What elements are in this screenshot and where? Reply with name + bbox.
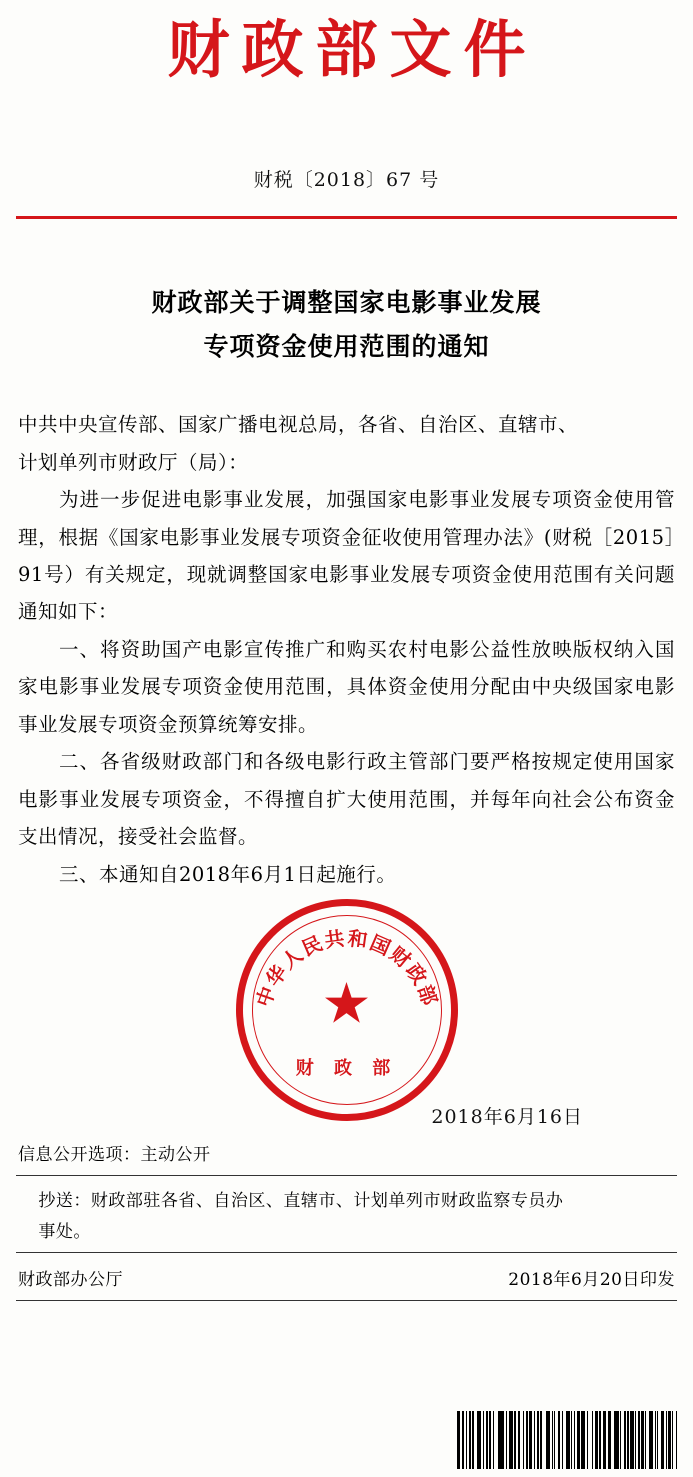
barcode (457, 1411, 679, 1469)
print-date: 2018年6月20日印发 (508, 1270, 675, 1291)
paragraph-item-2: 二、各省级财政部门和各级电影行政主管部门要严格按规定使用国家电影事业发展专项资金，不得擅自扩大使用范围，并每年向社会公布资金支出情况，接受社会监督。 (18, 750, 675, 849)
star-icon: ★ (321, 971, 372, 1037)
barcode-gap (677, 1411, 679, 1469)
document-footer (16, 1137, 677, 1302)
paragraph-item-3: 三、本通知自2018年6月1日起施行。 (58, 862, 397, 886)
red-divider (16, 216, 677, 219)
document-body (18, 406, 675, 893)
page-title (0, 281, 693, 369)
footer-divider-3 (16, 1300, 677, 1301)
page-title-line-2: 专项资金使用范围的通知 (203, 331, 490, 361)
cc-line-2: 事处。 (38, 1222, 91, 1243)
seal-area (0, 899, 693, 1137)
seal-arc-label: 中华人民共和国财政部 (251, 926, 442, 1010)
footer-divider-2 (16, 1252, 677, 1253)
cc-line-1: 抄送：财政部驻各省、自治区、直辖市、计划单列市财政监察专员办 (38, 1191, 564, 1212)
footer-divider-1 (16, 1175, 677, 1177)
masthead-title: 财政部文件 (167, 13, 538, 86)
seal-date: 2018年6月16日 (431, 1105, 583, 1128)
footer-bottom-row (16, 1260, 677, 1293)
seal-center-label: 财 政 部 (295, 1057, 398, 1079)
recipient-line-1: 中共中央宣传部、国家广播电视总局，各省、自治区、直辖市、 (18, 413, 579, 437)
document-number: 财税〔2018〕67 号 (253, 169, 440, 192)
paragraph-item-1: 一、将资助国产电影宣传推广和购买农村电影公益性放映版权纳入国家电影事业发展专项资金使用范围，具体资金使用分配由中央级国家电影事业发展专项资金预算统筹安排。 (18, 637, 675, 736)
paragraph-intro: 为进一步促进电影事业发展，加强国家电影事业发展专项资金使用管理，根据《国家电影事业发展专项资金征收使用管理办法》(财税［2015］91号）有关规定，现就调整国家电影事业发展专项资金使用范围有关问题通知如下： (18, 488, 675, 624)
issuing-office: 财政部办公厅 (18, 1270, 123, 1291)
recipient-line-2: 计划单列市财政厅（局）： (18, 450, 249, 474)
page-title-line-1: 财政部关于调整国家电影事业发展 (151, 287, 542, 317)
masthead (0, 0, 693, 85)
disclosure-option: 信息公开选项：主动公开 (18, 1144, 211, 1165)
official-seal-icon (236, 899, 458, 1121)
